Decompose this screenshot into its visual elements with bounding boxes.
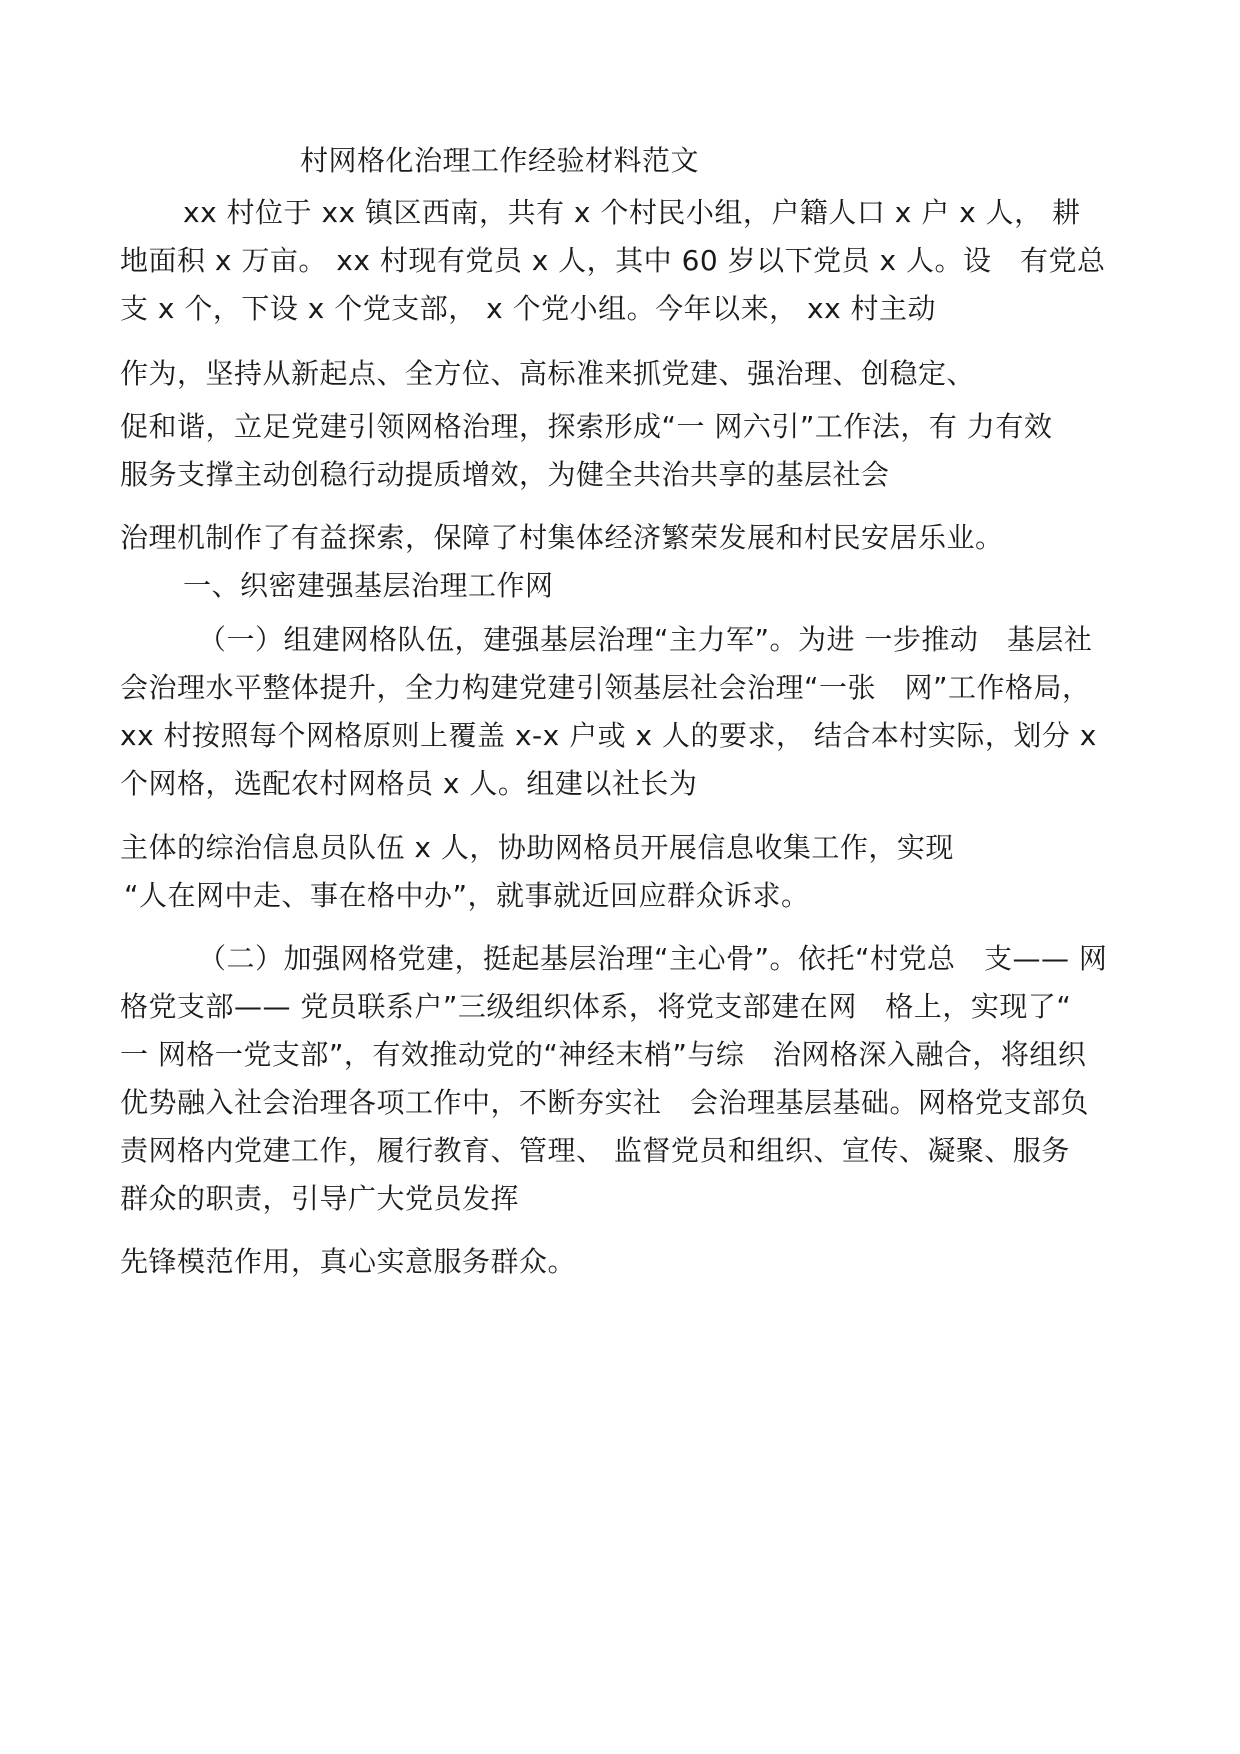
paragraph-1-line-5: 促和谐，立足党建引领网格治理，探索形成“一 网六引”工作法，有 力有效 bbox=[120, 410, 1053, 443]
paragraph-3-line-7: 先锋模范作用，真心实意服务群众。 bbox=[120, 1245, 577, 1278]
paragraph-1-line-3: 支 x 个，下设 x 个党支部， x 个党小组。今年以来， xx 村主动 bbox=[120, 292, 937, 325]
paragraph-2-line-1: （一）组建网格队伍，建强基层治理“主力军”。为进 一步推动 基层社 bbox=[198, 623, 1093, 656]
section-heading-1: 一、织密建强基层治理工作网 bbox=[183, 569, 554, 602]
paragraph-3-line-3: 一 网格一党支部”，有效推动党的“神经末梢”与综 治网格深入融合，将组织 bbox=[120, 1038, 1087, 1071]
paragraph-2-line-4: 个网格，选配农村网格员 x 人。组建以社长为 bbox=[120, 767, 698, 800]
paragraph-2-line-6: “人在网中走、事在格中办”，就事就近回应群众诉求。 bbox=[124, 879, 810, 912]
paragraph-2-line-2: 会治理水平整体提升，全力构建党建引领基层社会治理“一张 网”工作格局， bbox=[120, 671, 1091, 704]
paragraph-2-line-5: 主体的综治信息员队伍 x 人，协助网格员开展信息收集工作，实现 bbox=[120, 831, 954, 864]
paragraph-1-line-7: 治理机制作了有益探索，保障了村集体经济繁荣发展和村民安居乐业。 bbox=[120, 521, 1004, 554]
paragraph-3-line-5: 责网格内党建工作，履行教育、管理、 监督党员和组织、宣传、凝聚、服务 bbox=[120, 1134, 1070, 1167]
paragraph-2-line-3: xx 村按照每个网格原则上覆盖 x-x 户或 x 人的要求， 结合本村实际，划分 x bbox=[120, 719, 1097, 752]
document-title: 村网格化治理工作经验材料范文 bbox=[300, 144, 700, 177]
paragraph-3-line-6: 群众的职责，引导广大党员发挥 bbox=[120, 1182, 520, 1215]
paragraph-3-line-1: （二）加强网格党建，挺起基层治理“主心骨”。依托“村党总 支—— 网 bbox=[198, 942, 1108, 975]
paragraph-1-line-4: 作为，坚持从新起点、全方位、高标准来抓党建、强治理、创稳定、 bbox=[120, 357, 976, 390]
paragraph-1-line-6: 服务支撑主动创稳行动提质增效，为健全共治共享的基层社会 bbox=[120, 458, 890, 491]
paragraph-3-line-4: 优势融入社会治理各项工作中，不断夯实社 会治理基层基础。网格党支部负 bbox=[120, 1086, 1090, 1119]
paragraph-1-line-1: xx 村位于 xx 镇区西南，共有 x 个村民小组，户籍人口 x 户 x 人， 耕 bbox=[183, 196, 1081, 229]
paragraph-3-line-2: 格党支部—— 党员联系户”三级组织体系，将党支部建在网 格上，实现了“ bbox=[120, 990, 1072, 1023]
paragraph-1-line-2: 地面积 x 万亩。 xx 村现有党员 x 人，其中 60 岁以下党员 x 人。设 有党总 bbox=[120, 244, 1106, 277]
